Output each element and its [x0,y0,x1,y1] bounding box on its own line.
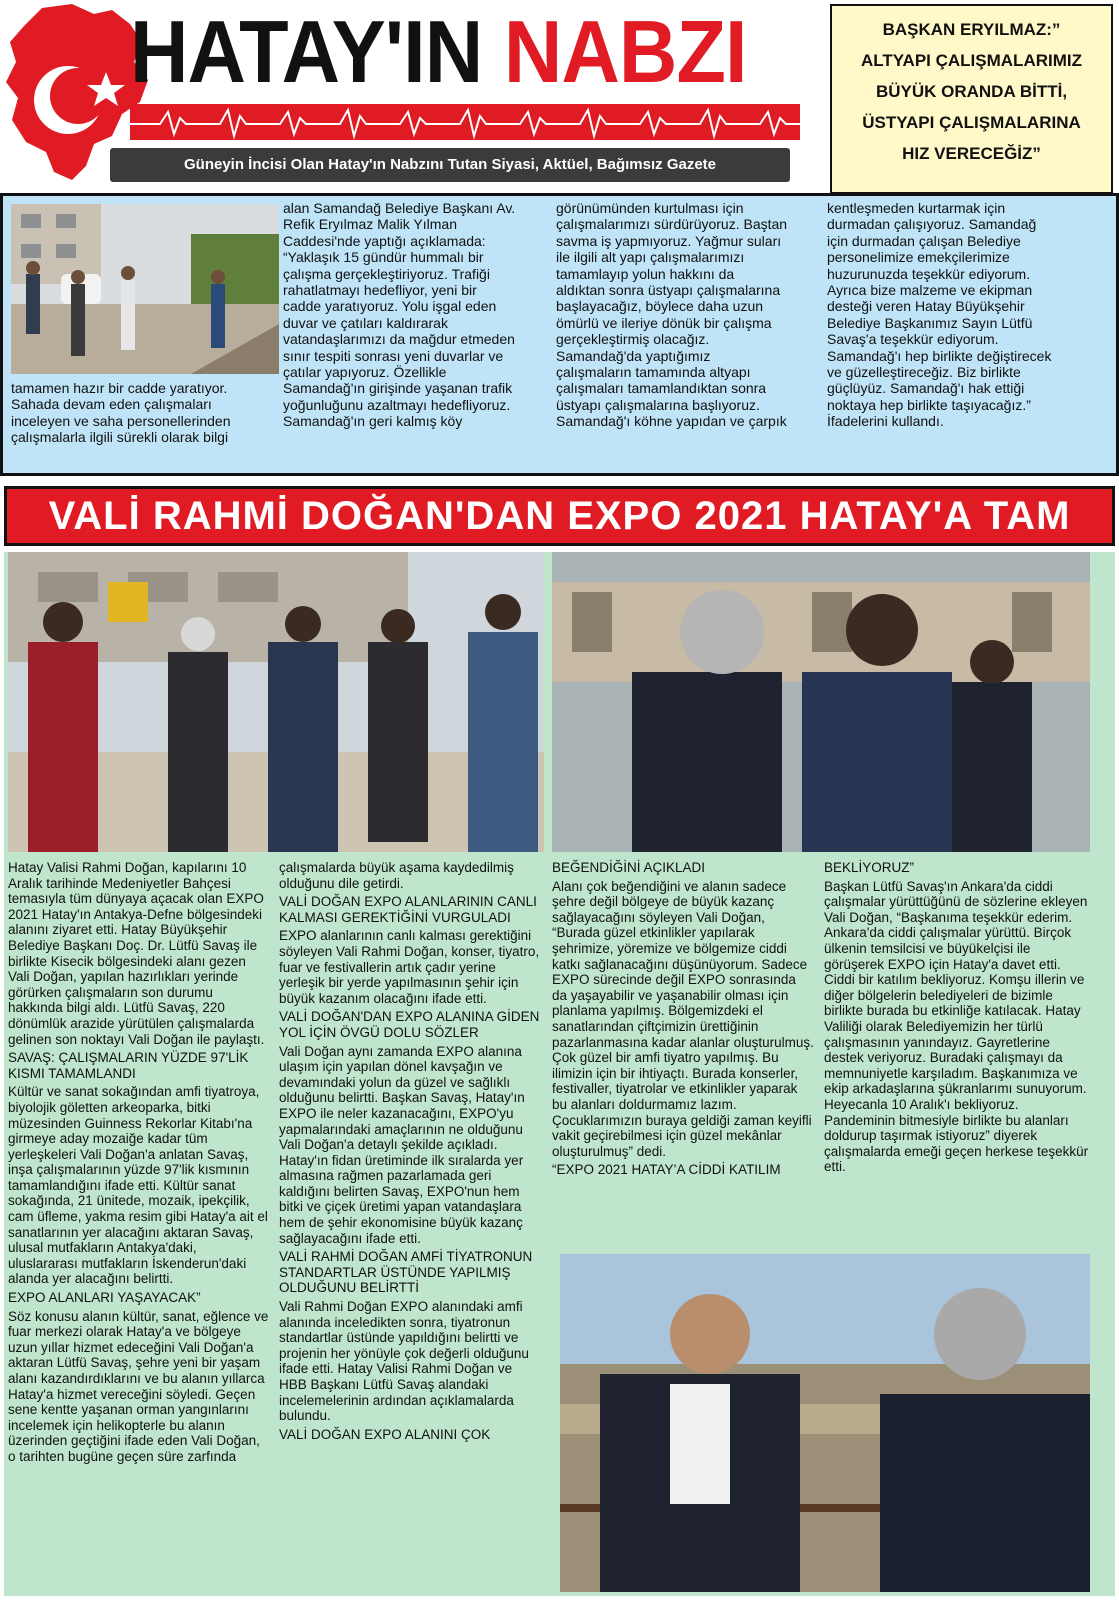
masthead [0,0,820,190]
top-article-col-2: alan Samandağ Belediye Başkanı Av. Refik Eryılmaz Malik Yılman Caddesi'nde yaptığı açıklamada: “Yaklaşık 15 gündür hummalı bir çalışma gerçekleştiriyoruz. Trafiği rahatlatmayı hedefliyor, yeni bir cadde yaratıyoruz. Yolu işgal eden duvar ve çatıları kaldırarak vatandaşlarımızı da mağdur etmeden sınır tespiti sonrası yeni duvarlar ve çatılar yapıyoruz. Özellikle Samandağ'ın girişinde yaşanan trafik yoğunluğunu azaltmayı hedefliyoruz. Samandağ'ın geri kalmış köy [283,200,516,430]
subheading: VALİ RAHMİ DOĞAN AMFİ TİYATRONUN STANDARTLAR ÜSTÜNDE YAPILMIŞ OLDUĞUNU BELİRTTİ [279,1249,533,1296]
headline-line: ALTYAPI ÇALIŞMALARIMIZ [861,51,1082,70]
subheading: VALİ DOĞAN EXPO ALANINI ÇOK [279,1426,491,1442]
main-article-col-2 [279,860,543,1445]
subheading: VALİ DOĞAN EXPO ALANLARININ CANLI KALMASI GEREKTİĞİNİ VURGULADI [279,894,537,925]
headline-line: BÜYÜK ORANDA BİTTİ, [875,82,1068,101]
paragraph: Kültür ve sanat sokağından amfi tiyatroya, biyolojik göletten arkeoparka, bitki müzesinden Guinness Rekorlar Kitabı'na girmeye aday mozaiğe kadar tüm yerleşkeleri Vali Doğan'a anlatan Savaş, inşa çalışmalarının yüzde 97'lik kısmının tamamlandığını ifade etti. Kültür sanat sokağında, 21 ünitede, mozaik, ipekçilik, cam üfleme, yakma resim gibi Hatay'a ait el sanatlarının yer alacağını aktaran Savaş, ulusal mutfakların Antakya'daki, uluslararası mutfakların İskenderun'daki alanda yer alacağını belirtti. [8,1084,268,1287]
subheading: BEĞENDİĞİNİ AÇIKLADI [552,860,706,875]
headline-line: ÜSTYAPI ÇALIŞMALARINA [862,113,1081,132]
top-article [0,193,1119,476]
heartbeat-line-icon [130,104,800,140]
headline-line: BAŞKAN ERYILMAZ:” [882,20,1061,39]
paragraph: Başkan Lütfü Savaş'ın Ankara'da ciddi çalışmalar yürüttüğünü de sözlerine ekleyen Vali Doğan, “Başkanıma teşekkür ederim. Ankara'da ciddi çalışmalar yürüttü. Birçok ülkenin temsilcisi ve büyükelçisi ile görüşerek EXPO için Hatay'a davet etti. Ciddi bir katılım bekliyoruz. Komşu illerin ve diğer bölgelerin belediyeleri de bizimle birlikte burada bu etkinliğe katılacak. Hatay Valiliği olarak Belediyemizin her türlü çalışmasının yanındayız. Gayretlerine destek veriyoruz. Buradaki çalışmayı da memnuniyetle karşıladım. Başkanımıza ve ekip arkadaşlarına şükranlarımı sunuyorum. Heyecanla 10 Aralık'ı bekliyoruz. Pandeminin bitmesiyle birlikte bu alanları doldurup taşırmak istiyoruz” diyerek çalışmalarda emeği geçen herkese teşekkür etti. [824,878,1089,1175]
paragraph: Hatay Valisi Rahmi Doğan, kapılarını 10 Aralık tarihinde Medeniyetler Bahçesi temasıyla tüm dünyaya açacak olan EXPO 2021 Hatay'ın Antakya-Defne bölgesindeki alanını ziyaret etti. Hatay Büyükşehir Belediye Başkanı Doç. Dr. Lütfü Savaş ile birlikte Kisecik bölgesindeki alanı gezen Vali Doğan, yapılan hazırlıkları yerinde görürken çalışmaların son durumu hakkında bilgi aldı. Lütfü Savaş, 220 dönümlük arazide yürütülen çalışmalarda gelinen son noktayı Vali Doğan ile paylaştı. [8,860,265,1047]
main-article-col-3 [552,860,814,1181]
subheading: BEKLİYORUZ” [824,860,915,875]
governor-walk-photo [8,552,544,852]
tagline: Güneyin İncisi Olan Hatay'ın Nabzını Tutan Siyasi, Aktüel, Bağımsız Gazete [110,148,790,182]
top-article-col-4: kentleşmeden kurtarmak için durmadan çalışıyoruz. Samandağ için durmadan çalışan Belediye personelimize emekçilerimize huzurunuzda teşekkür ediyorum. Ayrıca bize malzeme ve ekipman desteği veren Hatay Büyükşehir Belediye Başkanımız Sayın Lütfü Savaş'a teşekkür ediyorum. Samandağ'ı hep birlikte değiştirecek ve güzelleştireceğiz. Biz birlikte güçlüyüz. Samandağ'ı hak ettiği noktaya hep birlikte taşıyacağız.” İfadelerini kullandı. [827,200,1052,430]
subheading: SAVAŞ: ÇALIŞMALARIN YÜZDE 97'LİK KISMI TAMAMLANDI [8,1050,249,1081]
street-works-photo [11,204,279,374]
subheading: VALİ DOĞAN'DAN EXPO ALANINA GİDEN YOL İÇİN ÖVGÜ DOLU SÖZLER [279,1009,540,1040]
subheading: “EXPO 2021 HATAY’A CİDDİ KATILIM [552,1162,781,1178]
top-article-col-3: görünümünden kurtulması için çalışmalarımızı sürdürüyoruz. Baştan savma iş yapmıyoruz. Yağmur suları ile ilgili alt yapı çalışmalarımızı tamamlayıp yolun hakkını da aldıktan sonra üstyapı çalışmalarına başlayacağız, böylece daha uzun ömürlü ve ileriye dönük bir çalışma gerçekleştirmiş olacağız. Samandağ'da yaptığımız çalışmaların tamamında altyapı çalışmaları tamamlandıktan sonra üstyapı çalışmalarına başlıyoruz. Samandağ'ı köhne yapıdan ve çarpık [556,200,788,430]
top-article-col-1: tamamen hazır bir cadde yaratıyor. Sahada devam eden çalışmaları inceleyen ve saha personellerinden çalışmalarla ilgili sürekli olarak bilgi [11,380,231,446]
main-article-col-4 [824,860,1090,1178]
paragraph: EXPO alanlarının canlı kalması gerektiğini söyleyen Vali Rahmi Doğan, konser, tiyatro, fuar ve festivallerin artık çadır yerine yerleşik bir yerde yapılmasının şehir için büyük kazanım olacağını ifade etti. [279,928,540,1006]
balcony-photo [560,1254,1090,1592]
headline-box [830,4,1113,194]
main-article-col-1 [8,860,270,1468]
paragraph: çalışmalarda büyük aşama kaydedilmiş olduğunu dile getirdi. [279,860,514,891]
paragraph: Vali Rahmi Doğan EXPO alanındaki amfi alanında inceledikten sonra, tiyatronun standartlar üstünde yapıldığını belirtti ve projenin her yönüyle çok değerli olduğunu ifade etti. Hatay Valisi Rahmi Doğan ve HBB Başkanı Lütfü Savaş alandaki incelemelerinin ardından açıklamalarda bulundu. [279,1299,529,1424]
newspaper-title [130,2,747,102]
governor-mayor-photo [552,552,1090,852]
subheading: EXPO ALANLARI YAŞAYACAK” [8,1290,201,1306]
title-part-2: NABZI [503,2,747,101]
paragraph: Vali Doğan aynı zamanda EXPO alanına ulaşım için yapılan dönel kavşağın ve devamındaki yolun da güzel ve sağlıklı olduğunu belirtti. Başkan Savaş, Hatay'ın EXPO ile neler kazanacağını, EXPO'yu yapmalarındaki amaçlarının ne olduğunu Vali Doğan'a detaylı şekilde açıkladı. Hatay'ın fidan üretiminde ilk sıralarda yer almasına rağmen pazarlamada geri kaldığını belirten Savaş, EXPO'nun hem bitki ve çiçek üretimi yapan vatandaşlara hem de şehir ekonomisine büyük kazanç sağlayacağını ifade etti. [279,1043,525,1246]
paragraph: Alanı çok beğendiğini ve alanın sadece şehre değil bölgeye de büyük kazanç sağlayacağını söyleyen Vali Doğan, “Burada güzel etkinlikler yapılarak şehrimize, yöremize ve bölgemize ciddi katkı sağlanacağını düşünüyorum. Sadece EXPO sürecinde değil EXPO sonrasında da yaşayabilir ve yaşanabilir olması için planlama yapılmış. Bölgemizdeki el sanatlarından çiftçimizin ürettiğinin pazarlanmasına kadar alanlar oluşturulmuş. Çok güzel bir amfi tiyatro yapılmış. Bu ilimizin için bir ihtiyaçtı. Burada konserler, festivaller, tiyatrolar ve etkinlikler yaparak bu alanları doldurmamız lazım. Çocuklarımızın buraya geldiği zaman keyifli vakit geçirebilmesi için güzel mekânlar oluşturulmuş” dedi. [552,878,814,1159]
headline-line: HIZ VERECEĞİZ” [902,144,1041,163]
main-article [4,552,1115,1596]
main-headline-banner: VALİ RAHMİ DOĞAN'DAN EXPO 2021 HATAY'A TAM [4,486,1115,546]
paragraph: Söz konusu alanın kültür, sanat, eğlence ve fuar merkezi olarak Hatay'a ve bölgeye uzun yıllar hizmet edeceğini Vali Doğan'a aktaran Lütfü Savaş, şehre yeni bir yaşam alanı kazandırdıklarını ve bu alanın yıllarca Hatay'a hizmet vereceğini söyledi. Geçen sene kentte yaşanan orman yangınlarını incelemek için helikopterle bu alanın üzerinden geçtiğini ifade eden Vali Doğan, o tarihten bugüne geçen süre zarfında [8,1308,269,1464]
title-part-1: HATAY'IN [130,2,483,101]
